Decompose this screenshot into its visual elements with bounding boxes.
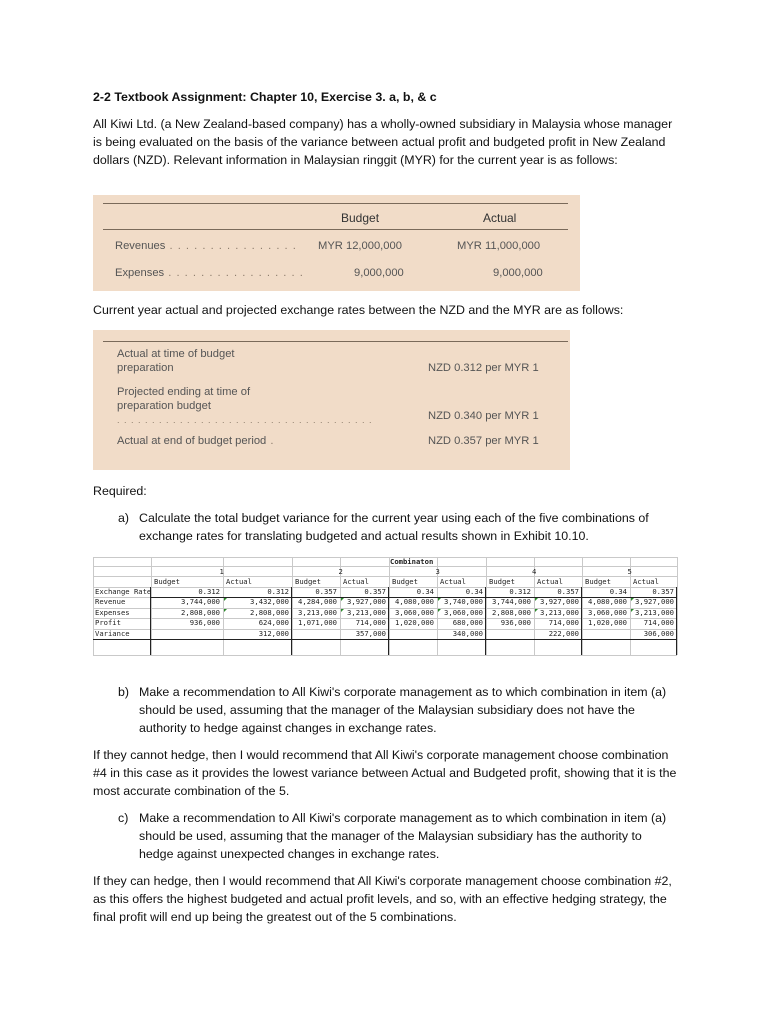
cell-value: 624,000 [258,618,289,627]
rate-value-projected: NZD 0.340 per MYR 1 [428,410,539,422]
revenues-actual: MYR 11,000,000 [457,240,541,252]
grid-line-h [93,557,677,558]
item-c-label: c) [118,811,129,825]
cell-value: 3,213,000 [347,608,386,617]
grid-line-v [677,557,678,655]
column-subheader: Actual [226,577,252,586]
cell-value: 3,927,000 [635,597,674,606]
cell-value: 2,808,000 [181,608,220,617]
cell-value: 936,000 [189,618,220,627]
cell-value: 3,213,000 [540,608,579,617]
cell-value: 4,284,000 [298,597,337,606]
rates-intro: Current year actual and projected exchange rates between the NZD and the MYR are as follows: [93,303,624,317]
combo-number: 1 [219,567,224,576]
cell-value: 0.312 [267,587,289,596]
cell-value: 936,000 [500,618,531,627]
grid-line-h [93,566,677,567]
cell-value: 4,080,000 [395,597,434,606]
required-label: Required: [93,484,147,498]
page-title: 2-2 Textbook Assignment: Chapter 10, Exercise 3. a, b, & c [93,90,437,104]
row-label: Expenses [95,608,130,617]
rate-label-end-period: Actual at end of budget period . [117,435,275,447]
cell-value: 714,000 [548,618,579,627]
error-indicator-icon [535,609,538,612]
column-subheader: Actual [537,577,563,586]
budget-header: Budget [341,211,380,225]
variance-value: 306,000 [643,629,674,638]
row-label: Revenue [95,597,126,606]
cell-value: 3,432,000 [250,597,289,606]
item-a-text: Calculate the total budget variance for the current year using each of the five combinations of exchange rates for translating budgeted and actual results shown in Exhibit 10.10. [139,511,649,543]
error-indicator-icon [631,598,634,601]
combo-number: 2 [338,567,343,576]
variance-value: 312,000 [258,629,289,638]
cell-value: 1,020,000 [588,618,627,627]
cell-value: 3,740,000 [444,597,483,606]
cell-value: 680,000 [452,618,483,627]
error-indicator-icon [224,598,227,601]
cell-value: 2,808,000 [492,608,531,617]
cell-value: 1,020,000 [395,618,434,627]
column-subheader: Budget [295,577,321,586]
revenues-label: Revenues . . . . . . . . . . . . . . . . [115,240,297,252]
cell-value: 0.357 [364,587,386,596]
rate-value-end-period: NZD 0.357 per MYR 1 [428,435,539,447]
variance-value: 340,000 [452,629,483,638]
error-indicator-icon [224,609,227,612]
border-line [93,639,677,640]
cell-value: 714,000 [355,618,386,627]
column-subheader: Budget [489,577,515,586]
error-indicator-icon [535,598,538,601]
grid-line-v [93,557,94,655]
cell-value: 714,000 [643,618,674,627]
cell-value: 3,060,000 [444,608,483,617]
cell-value: 4,080,000 [588,597,627,606]
row-label: Profit [95,618,121,627]
error-indicator-icon [438,598,441,601]
item-a-label: a) [118,511,130,525]
cell-value: 0.312 [198,587,220,596]
cell-value: 0.34 [609,587,627,596]
revenues-budget: MYR 12,000,000 [318,240,402,252]
cell-value: 3,213,000 [635,608,674,617]
error-indicator-icon [438,609,441,612]
rates-table: Actual at time of budget preparation NZD 0.312 per MYR 1 Projected ending at time of preparation budget . . . . . . . . . . . . . . . . . . . . . . . . . . . . . . . . . . . . . NZD 0.340 per MYR 1 Actual at end of budget period . NZD 0.357 per MYR 1 [93,330,570,470]
budget-table [93,195,580,291]
column-subheader: Budget [154,577,180,586]
cell-value: 3,927,000 [540,597,579,606]
cell-value: 0.357 [557,587,579,596]
error-indicator-icon [341,609,344,612]
expenses-budget: 9,000,000 [354,267,404,279]
cell-value: 0.34 [416,587,434,596]
answer-b: If they cannot hedge, then I would recommend that All Kiwi's corporate management choose combination #4 in this case as it provides the lowest variance between Actual and Budgeted profit, showing that it is the most accurate combination of the 5. [93,748,677,798]
rate-value-budget-prep: NZD 0.312 per MYR 1 [428,362,539,374]
column-subheader: Actual [633,577,659,586]
item-b-label: b) [118,685,130,699]
variance-value: 357,000 [355,629,386,638]
column-subheader: Actual [343,577,369,586]
column-subheader: Budget [585,577,611,586]
cell-value: 0.34 [465,587,483,596]
cell-value: 3,060,000 [395,608,434,617]
border-line [676,587,677,655]
actual-header: Actual [483,211,517,225]
column-subheader: Actual [440,577,466,586]
combo-number: 3 [435,567,440,576]
row-label: Exchange Rate [95,587,152,596]
combo-number: 5 [627,567,632,576]
expenses-actual: 9,000,000 [493,267,543,279]
cell-value: 0.357 [652,587,674,596]
intro-paragraph: All Kiwi Ltd. (a New Zealand-based company) has a wholly-owned subsidiary in Malaysia whose manager is being evaluated on the basis of the variance between actual profit and budgeted profit in New Zealand dollars (NZD). Relevant information in Malaysian ringgit (MYR) for the current year is as follows: [93,117,673,167]
answer-c: If they can hedge, then I would recommend that All Kiwi's corporate management choose combination #2, as this offers the highest budgeted and actual profit levels, and so, with an effective hedging strategy, the final profit will end up being the greatest out of the 5 combinations. [93,874,672,924]
error-indicator-icon [631,609,634,612]
cell-value: 1,071,000 [298,618,337,627]
combination-spreadsheet [93,557,677,655]
cell-value: 3,060,000 [588,608,627,617]
cell-value: 3,213,000 [298,608,337,617]
expenses-label: Expenses . . . . . . . . . . . . . . . . . [115,267,304,279]
row-label: Variance [95,629,130,638]
combo-number: 4 [532,567,537,576]
sheet-title: Combinaton [390,557,434,566]
item-b-text: Make a recommendation to All Kiwi's corporate management as to which combination in item (a) should be used, assuming that the manager of the Malaysian subsidiary does not have the authority to hedge against changes in exchange rates. [139,685,667,735]
grid-line-h [93,655,677,656]
variance-value: 222,000 [548,629,579,638]
cell-value: 3,744,000 [492,597,531,606]
item-c-text: Make a recommendation to All Kiwi's corporate management as to which combination in item (a) should be used, assuming that the manager of the Malaysian subsidiary has the authority to hedge against unexpected changes in exchange rates. [139,811,667,861]
cell-value: 0.357 [315,587,337,596]
error-indicator-icon [341,598,344,601]
rate-label-budget-prep: Actual at time of budget preparation [117,348,235,374]
cell-value: 3,744,000 [181,597,220,606]
column-subheader: Budget [392,577,418,586]
rate-label-projected: Projected ending at time of preparation budget [117,386,251,412]
cell-value: 0.312 [509,587,531,596]
cell-value: 2,808,000 [250,608,289,617]
cell-value: 3,927,000 [347,597,386,606]
